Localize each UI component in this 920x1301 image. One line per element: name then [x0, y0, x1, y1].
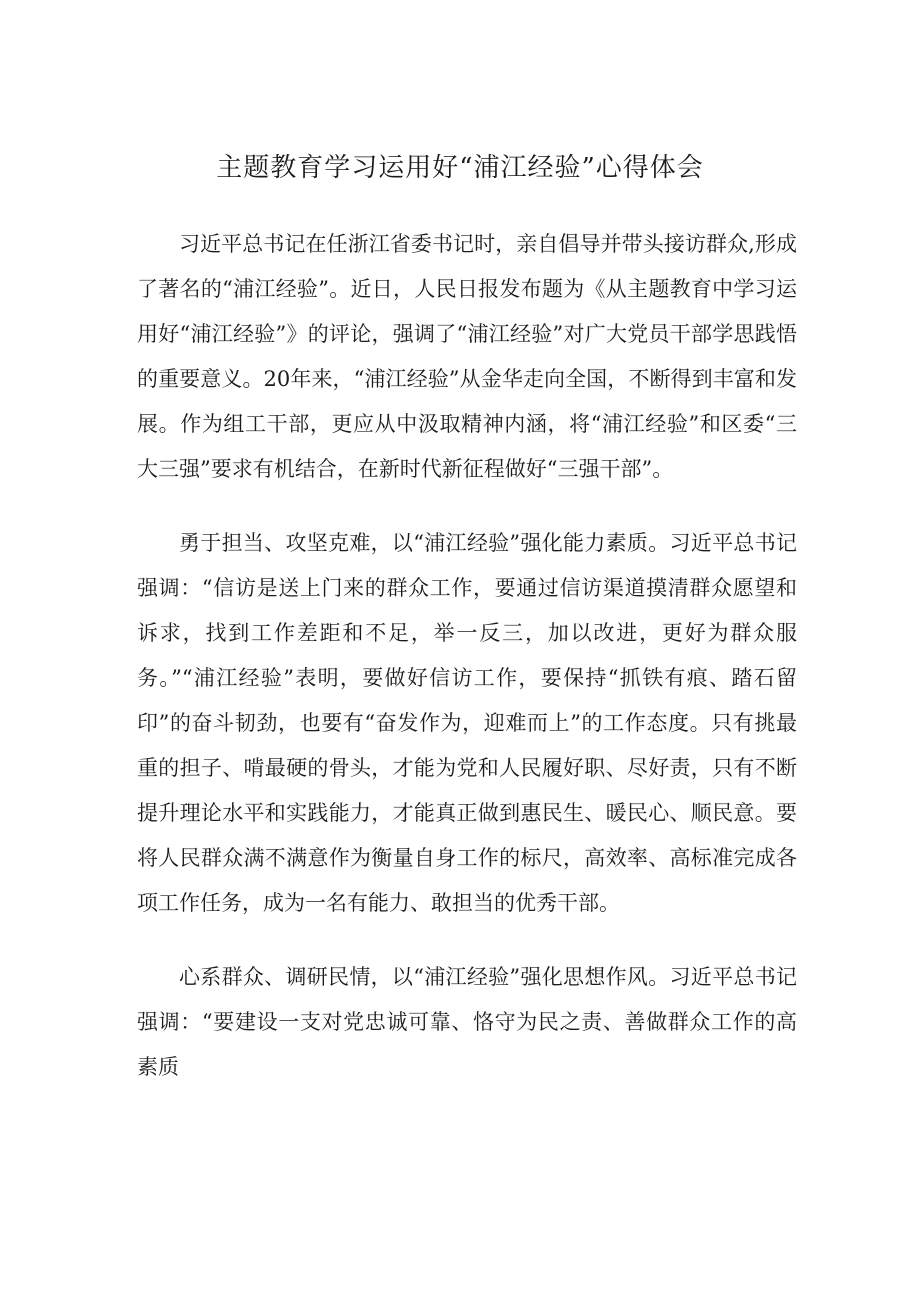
document-title: 主题教育学习运用好“浦江经验”心得体会: [216, 153, 704, 183]
paragraph-intro: 习近平总书记在任浙江省委书记时，亲自倡导并带头接访群众,形成了著名的“浦江经验”。近日，人民日报发布题为《从主题教育中学习运用好“浦江经验”》的评论，强调了“浦江经验”对广大党员干部学思践悟的重要意义。20年来，“浦江经验”从金华走向全国，不断得到丰富和发展。作为组工干部，更应从中汲取精神内涵，将“浦江经验”和区委“三大三强”要求有机结合，在新时代新征程做好“三强干部”。: [137, 232, 797, 481]
document-body: [137, 222, 797, 1119]
paragraph-ability: 勇于担当、攻坚克难，以“浦江经验”强化能力素质。习近平总书记强调：“信访是送上门来的群众工作，要通过信访渠道摸清群众愿望和诉求，找到工作差距和不足，举一反三，加以改进，更好为群众服务。”“浦江经验”表明，要做好信访工作，要保持“抓铁有痕、踏石留印”的奋斗韧劲，也要有“奋发作为，迎难而上”的工作态度。只有挑最重的担子、啃最硬的骨头，才能为党和人民履好职、尽好责，只有不断提升理论水平和实践能力，才能真正做到惠民生、暖民心、顺民意。要将人民群众满不满意作为衡量自身工作的标尺，高效率、高标准完成各项工作任务，成为一名有能力、敢担当的优秀干部。: [137, 531, 797, 915]
paragraph-style: 心系群众、调研民情，以“浦江经验”强化思想作风。习近平总书记强调：“要建设一支对党忠诚可靠、恪守为民之责、善做群众工作的高素质: [137, 965, 797, 1079]
